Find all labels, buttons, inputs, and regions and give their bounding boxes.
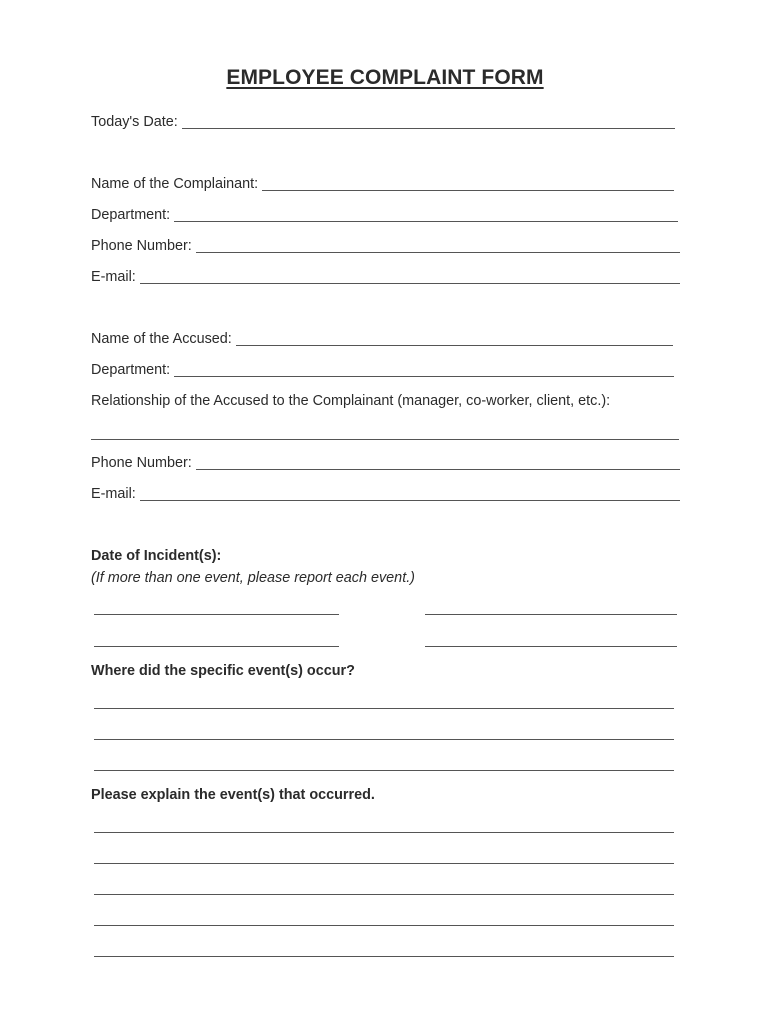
incident-date-blank-2[interactable] — [425, 614, 677, 615]
complainant-phone-label: Phone Number: — [91, 238, 192, 254]
complainant-email-field[interactable] — [91, 268, 680, 286]
incident-explain-blank-5[interactable] — [94, 956, 674, 957]
accused-phone-blank[interactable] — [196, 455, 680, 470]
complainant-department-label: Department: — [91, 207, 171, 223]
accused-email-field[interactable] — [91, 485, 680, 503]
incident-explain-blank-3[interactable] — [94, 894, 674, 895]
complainant-name-label: Name of the Complainant: — [91, 176, 259, 192]
accused-name-blank[interactable] — [236, 331, 673, 346]
complainant-name-field[interactable] — [91, 175, 674, 193]
incident-date-blank-4[interactable] — [425, 646, 677, 647]
complainant-email-label: E-mail: — [91, 269, 136, 285]
accused-relationship-label: Relationship of the Accused to the Complainant (manager, co-worker, client, etc.): — [91, 393, 611, 409]
incident-location-blank-2[interactable] — [94, 739, 674, 740]
accused-email-blank[interactable] — [140, 486, 680, 501]
complainant-department-blank[interactable] — [174, 207, 678, 222]
incident-explain-prompt: Please explain the event(s) that occurred. — [91, 787, 375, 803]
accused-relationship-blank[interactable] — [91, 439, 679, 440]
todays-date-field[interactable] — [91, 113, 675, 131]
complainant-phone-blank[interactable] — [196, 238, 680, 253]
accused-email-label: E-mail: — [91, 486, 136, 502]
incident-location-blank-1[interactable] — [94, 708, 674, 709]
incident-explain-blank-2[interactable] — [94, 863, 674, 864]
accused-department-field[interactable] — [91, 361, 674, 379]
incident-location-blank-3[interactable] — [94, 770, 674, 771]
accused-department-blank[interactable] — [174, 362, 674, 377]
incident-explain-blank-1[interactable] — [94, 832, 674, 833]
incident-date-note: (If more than one event, please report each event.) — [91, 570, 415, 586]
incident-location-question: Where did the specific event(s) occur? — [91, 663, 355, 679]
todays-date-blank[interactable] — [182, 114, 675, 129]
incident-date-blank-1[interactable] — [94, 614, 339, 615]
complainant-phone-field[interactable] — [91, 237, 680, 255]
complainant-department-field[interactable] — [91, 206, 678, 224]
accused-phone-label: Phone Number: — [91, 455, 192, 471]
accused-name-field[interactable] — [91, 330, 673, 348]
todays-date-label: Today's Date: — [91, 114, 178, 130]
incident-explain-blank-4[interactable] — [94, 925, 674, 926]
form-title: EMPLOYEE COMPLAINT FORM — [226, 66, 544, 89]
complainant-email-blank[interactable] — [140, 269, 680, 284]
incident-date-blank-3[interactable] — [94, 646, 339, 647]
complainant-name-blank[interactable] — [262, 176, 674, 191]
accused-name-label: Name of the Accused: — [91, 331, 232, 347]
incident-date-heading: Date of Incident(s): — [91, 548, 222, 564]
accused-department-label: Department: — [91, 362, 171, 378]
accused-phone-field[interactable] — [91, 454, 680, 472]
